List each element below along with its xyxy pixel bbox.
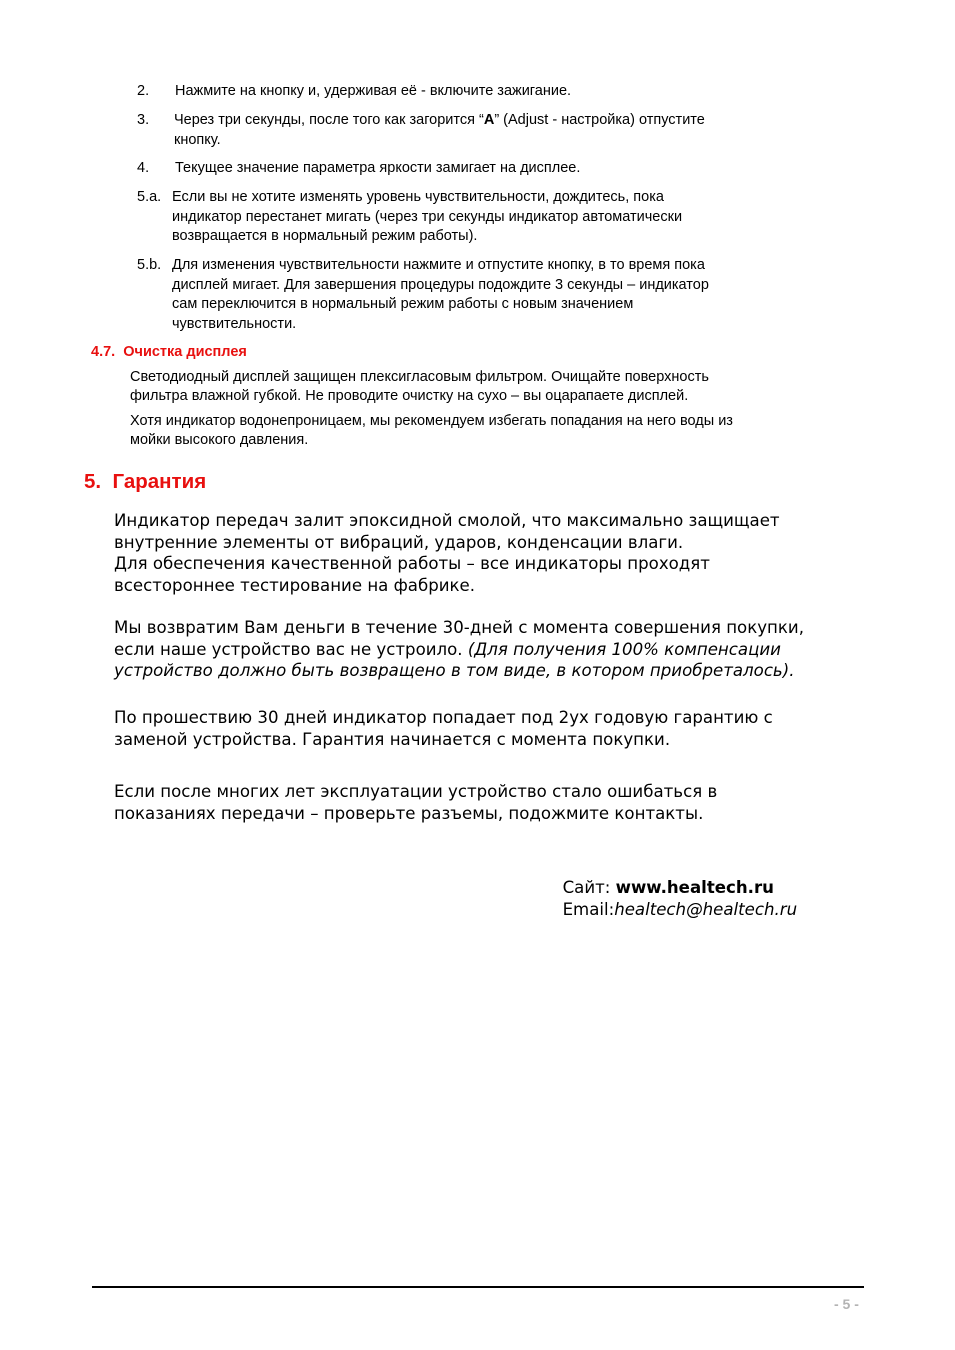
paragraph-text-italic: (Для получения 100% компенсации: [467, 639, 781, 659]
warranty-paragraph-2: [114, 617, 804, 682]
paragraph-line: Хотя индикатор водонепроницаем, мы рекомендуем избегать попадания на него воды из: [130, 413, 733, 429]
paragraph-line: фильтра влажной губкой. Не проводите очистку на сухо – вы оцарапаете дисплей.: [130, 388, 689, 404]
step-text-line: возвращается в нормальный режим работы).: [172, 228, 478, 244]
paragraph-text-normal: если наше устройство вас не устроило.: [114, 639, 468, 659]
warranty-paragraph-4: [114, 781, 717, 824]
warranty-paragraph-1: [114, 510, 780, 596]
paragraph-line: показаниях передачи – проверьте разъемы, подожмите контакты.: [114, 803, 704, 823]
step-number: 5.b.: [137, 257, 162, 273]
section-4-7-paragraph-2: [130, 412, 733, 450]
paragraph-line: заменой устройства. Гарантия начинается с момента покупки.: [114, 729, 671, 749]
step-text: Текущее значение параметра яркости замигает на дисплее.: [175, 160, 581, 176]
step-text-pre: Через три секунды, после того как загорится “: [174, 112, 484, 128]
footer-divider: [92, 1286, 864, 1288]
section-5-heading: 5. Гарантия: [84, 470, 207, 493]
step-text-line: дисплей мигает. Для завершения процедуры подождите 3 секунды – индикатор: [172, 276, 709, 293]
site-label: Сайт:: [562, 877, 616, 897]
step-text-line: Если вы не хотите изменять уровень чувствительности, дождитесь, пока: [172, 189, 664, 205]
step-number: 5.a.: [137, 189, 162, 205]
paragraph-line: Мы возвратим Вам деньги в течение 30-дней с момента совершения покупки,: [114, 618, 804, 637]
paragraph-line: внутренние элементы от вибраций, ударов, конденсации влаги.: [114, 532, 684, 552]
site-link[interactable]: www.healtech.ru: [615, 877, 774, 897]
step-text-line: Для изменения чувствительности нажмите и отпустите кнопку, в то время пока: [172, 257, 705, 273]
contact-email: [552, 877, 797, 920]
section-4-7-paragraph-1: [130, 368, 709, 406]
step-number: 2.: [137, 83, 150, 99]
step-text-post: ” (Adjust - настройка) отпустите: [494, 112, 705, 128]
paragraph-line: мойки высокого давления.: [130, 432, 309, 448]
paragraph-line: [114, 639, 804, 661]
step-text: Нажмите на кнопку и, удерживая её - включите зажигание.: [175, 83, 572, 99]
paragraph-line: Для обеспечения качественной работы – все индикаторы проходят: [114, 554, 710, 574]
step-number: 4.: [137, 160, 150, 176]
paragraph-line-italic: устройство должно быть возвращено в том виде, в котором приобреталось).: [114, 661, 795, 681]
page-number: - 5 -: [834, 1296, 859, 1312]
email-label: Email:: [562, 899, 615, 919]
step-text-line: сам переключится в нормальный режим работы с новым значением: [172, 296, 634, 312]
paragraph-line: Индикатор передач залит эпоксидной смолой, что максимально защищает: [114, 511, 780, 530]
step-text-line: чувствительности.: [172, 315, 297, 332]
email-link[interactable]: healtech@healtech.ru: [614, 899, 798, 919]
paragraph-line: Если после многих лет эксплуатации устройство стало ошибаться в: [114, 782, 718, 801]
step-text-line: индикатор перестанет мигать (через три секунды индикатор автоматически: [172, 208, 683, 225]
paragraph-line: всестороннее тестирование на фабрике.: [114, 575, 476, 595]
section-4-7-heading: 4.7. Очистка дисплея: [91, 344, 247, 360]
step-text-bold: A: [483, 112, 495, 128]
warranty-paragraph-3: [114, 707, 773, 750]
paragraph-line: По прошествию 30 дней индикатор попадает под 2ух годовую гарантию с: [114, 708, 773, 727]
paragraph-line: Светодиодный дисплей защищен плексигласовым фильтром. Очищайте поверхность: [130, 369, 709, 385]
step-text-line: [174, 111, 705, 131]
step-number: 3.: [137, 112, 150, 128]
step-text-line2: кнопку.: [174, 131, 221, 148]
